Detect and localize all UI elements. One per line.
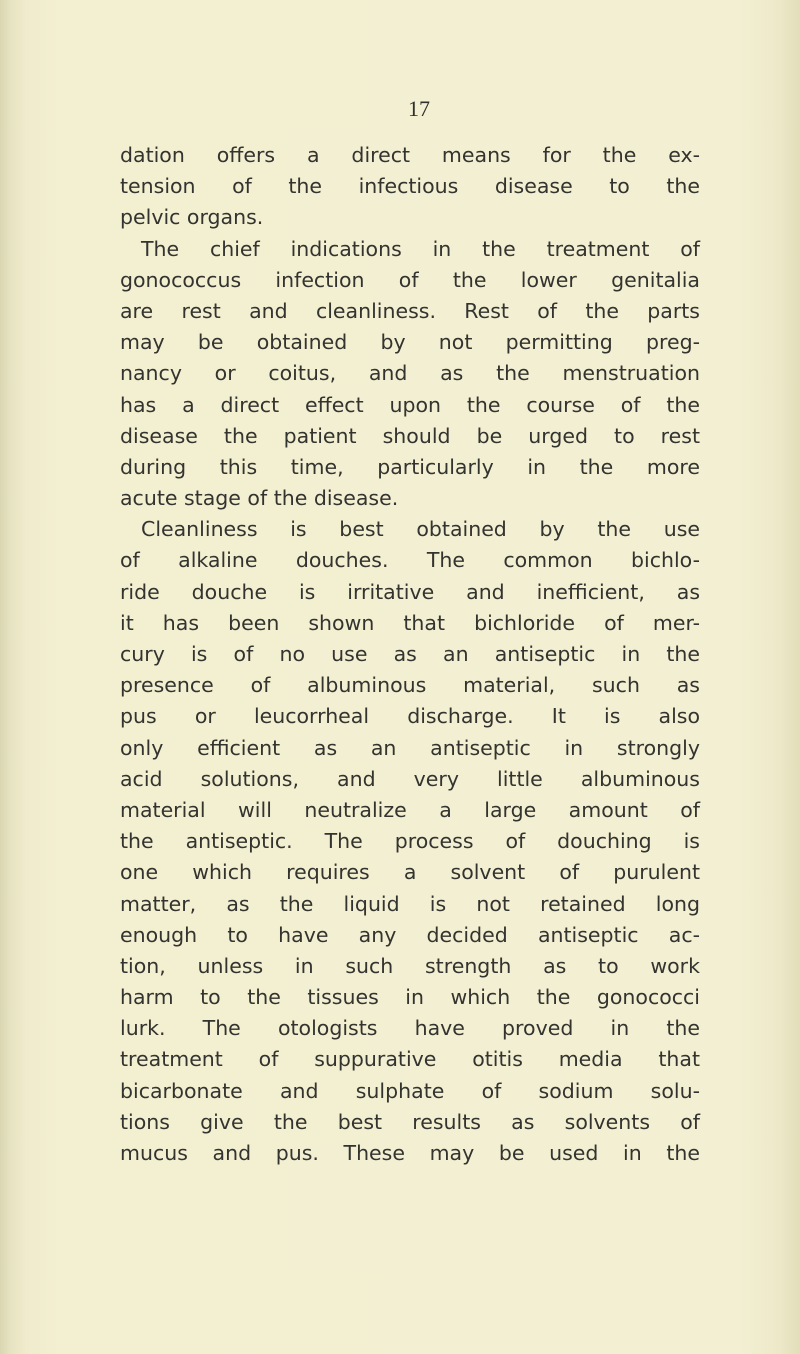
text-line: enough to have any decided antiseptic ac-: [120, 922, 700, 947]
text-line: pus or leucorrheal discharge. It is also: [120, 704, 700, 729]
text-line: it has been shown that bichloride of mer-: [120, 610, 700, 635]
text-line: one which requires a solvent of purulent: [120, 860, 700, 885]
text-line: gonococcus infection of the lower genitalia: [120, 267, 700, 292]
text-line: matter, as the liquid is not retained long: [120, 891, 700, 916]
text-line: The chief indications in the treatment of: [141, 236, 700, 261]
page-number: 17: [408, 96, 430, 121]
text-line: dation offers a direct means for the ex-: [120, 143, 700, 167]
text-line: pelvic organs.: [120, 205, 264, 230]
text-line: acid solutions, and very little albuminous: [120, 766, 700, 791]
text-line: Cleanliness is best obtained by the use: [141, 517, 700, 542]
text-line: mucus and pus. These may be used in the: [120, 1141, 700, 1165]
text-line: only efficient as an antiseptic in strongly: [120, 735, 700, 760]
text-line: treatment of suppurative otitis media that: [120, 1047, 700, 1072]
text-line: nancy or coitus, and as the menstruation: [120, 361, 700, 386]
text-line: bicarbonate and sulphate of sodium solu-: [120, 1078, 700, 1103]
text-line: the antiseptic. The process of douching is: [120, 829, 700, 854]
text-line: tension of the infectious disease to the: [120, 174, 700, 199]
text-line: are rest and cleanliness. Rest of the parts: [120, 298, 700, 323]
text-line: lurk. The otologists have proved in the: [120, 1016, 700, 1041]
text-line: during this time, particularly in the more: [120, 454, 700, 479]
text-line: tion, unless in such strength as to work: [120, 953, 700, 978]
text-line: material will neutralize a large amount of: [120, 797, 700, 822]
text-line: may be obtained by not permitting preg-: [120, 330, 700, 355]
text-line: tions give the best results as solvents of: [120, 1109, 700, 1134]
text-line: acute stage of the disease.: [120, 486, 399, 511]
text-line: harm to the tissues in which the gonococci: [120, 985, 700, 1010]
text-line: disease the patient should be urged to rest: [120, 423, 700, 448]
text-line: has a direct effect upon the course of the: [120, 392, 700, 417]
text-line: ride douche is irritative and inefficient, as: [120, 579, 700, 604]
text-line: of alkaline douches. The common bichlo-: [120, 548, 700, 573]
text-line: presence of albuminous material, such as: [120, 673, 700, 698]
body-text: [120, 140, 700, 1169]
text-line: cury is of no use as an antiseptic in the: [120, 642, 700, 666]
